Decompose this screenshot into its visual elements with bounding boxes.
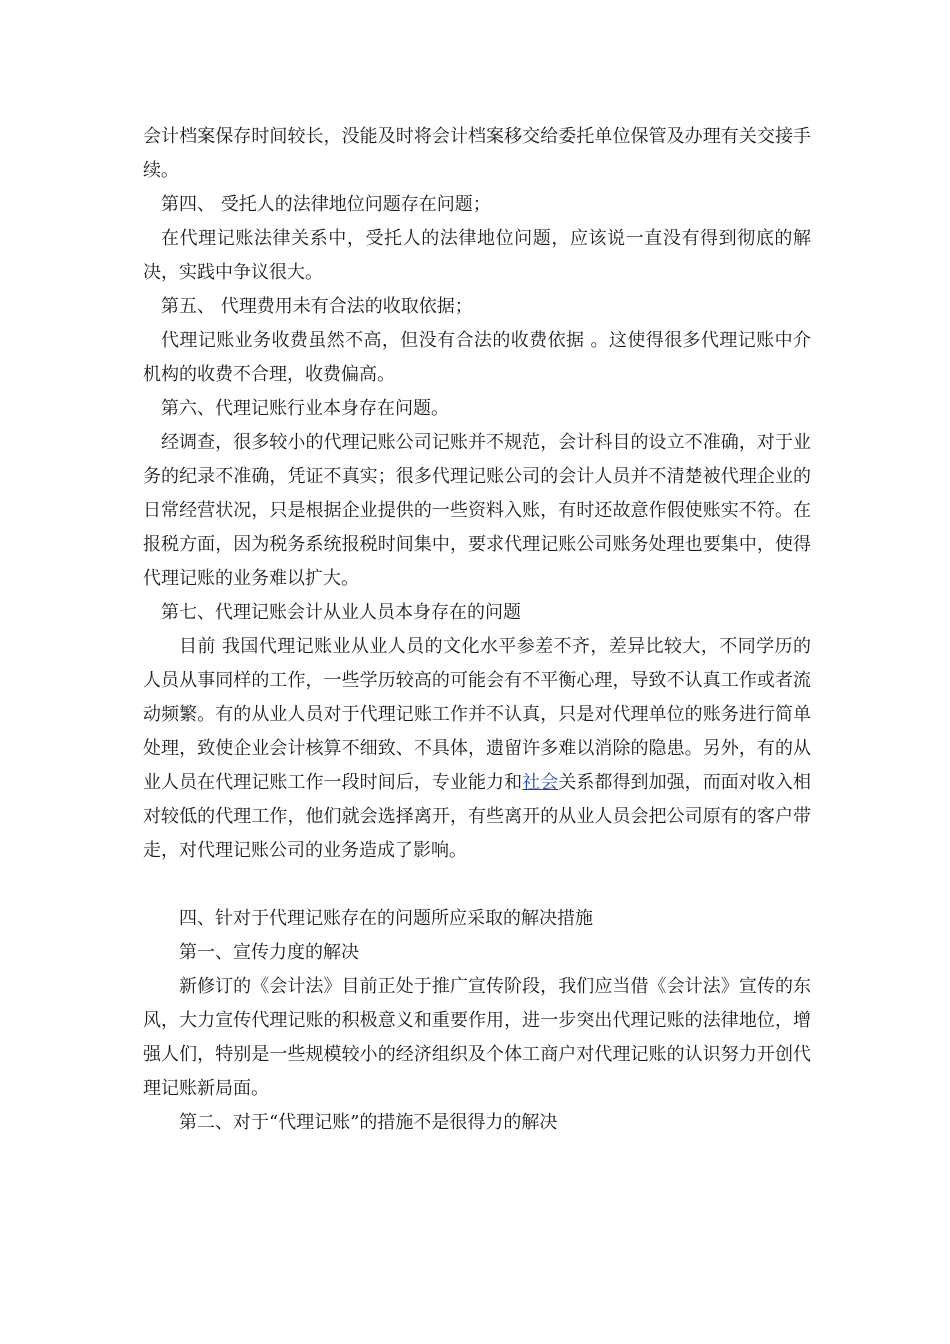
heading-first-publicity: 第一、宣传力度的解决 (179, 942, 359, 963)
paragraph-archive-handover: 会计档案保存时间较长，没能及时将会计档案移交给委托单位保管及办理有关交接手续。 (143, 126, 811, 181)
heading-seventh-staff: 第七、代理记账会计从业人员本身存在的问题 (161, 602, 521, 623)
paragraph-industry: 经调查，很多较小的代理记账公司记账并不规范，会计科目的设立不准确，对于业务的纪录不准确，凭证不真实；很多代理记账公司的会计人员并不清楚被代理企业的日常经营状况，只是根据企业提供的一些资料入账，有时还故意作假使账实不符。在报税方面，因为税务系统报税时间集中，要求代理记账公司账务处理也要集中，使得代理记账的业务难以扩大。 (143, 432, 811, 589)
paragraph-fees: 代理记账业务收费虽然不高，但没有合法的收费依据 。这使得很多代理记账中介机构的收费不合理，收费偏高。 (143, 330, 811, 385)
paragraph-publicity: 新修订的《会计法》目前正处于推广宣传阶段，我们应当借《会计法》宣传的东风，大力宣传代理记账的积极意义和重要作用，进一步突出代理记账的法律地位，增强人们，特别是一些规模较小的经济组织及个体工商户对代理记账的认识努力开创代理记账新局面。 (143, 976, 811, 1099)
link-society[interactable]: 社会 (522, 772, 559, 793)
section-heading-solutions: 四、针对于代理记账存在的问题所应采取的解决措施 (179, 908, 593, 929)
paragraph-staff (143, 630, 811, 868)
heading-second-measures: 第二、对于“代理记账”的措施不是很得力的解决 (179, 1112, 558, 1133)
paragraph-legal-status: 在代理记账法律关系中，受托人的法律地位问题，应该说一直没有得到彻底的解决，实践中争议很大。 (143, 228, 811, 283)
paragraph-staff-part-2: 关系都得到加强，而面对收入相对较低的代理工作，他们就会选择离开，有些离开的从业人员会把公司原有的客户带走，对代理记账公司的业务造成了影响。 (143, 772, 812, 861)
paragraph-spacer (143, 868, 811, 902)
document-body (143, 120, 811, 1140)
heading-fourth-legal-status: 第四、 受托人的法律地位问题存在问题； (161, 194, 491, 215)
paragraph-staff-part-1: 目前 我国代理记账业从业人员的文化水平参差不齐，差异比较大，不同学历的人员从事同样的工作，一些学历较高的可能会有不平衡心理，导致不认真工作或者流动频繁。有的从业人员对于代理记账工作并不认真，只是对代理单位的账务进行简单处理，致使企业会计核算不细致、不具体，遗留许多难以消除的隐患。另外，有的从业人员在代理记账工作一段时间后，专业能力和 (143, 636, 811, 793)
heading-sixth-industry: 第六、代理记账行业本身存在问题。 (161, 398, 449, 419)
heading-fifth-fees: 第五、 代理费用未有合法的收取依据； (161, 296, 473, 317)
